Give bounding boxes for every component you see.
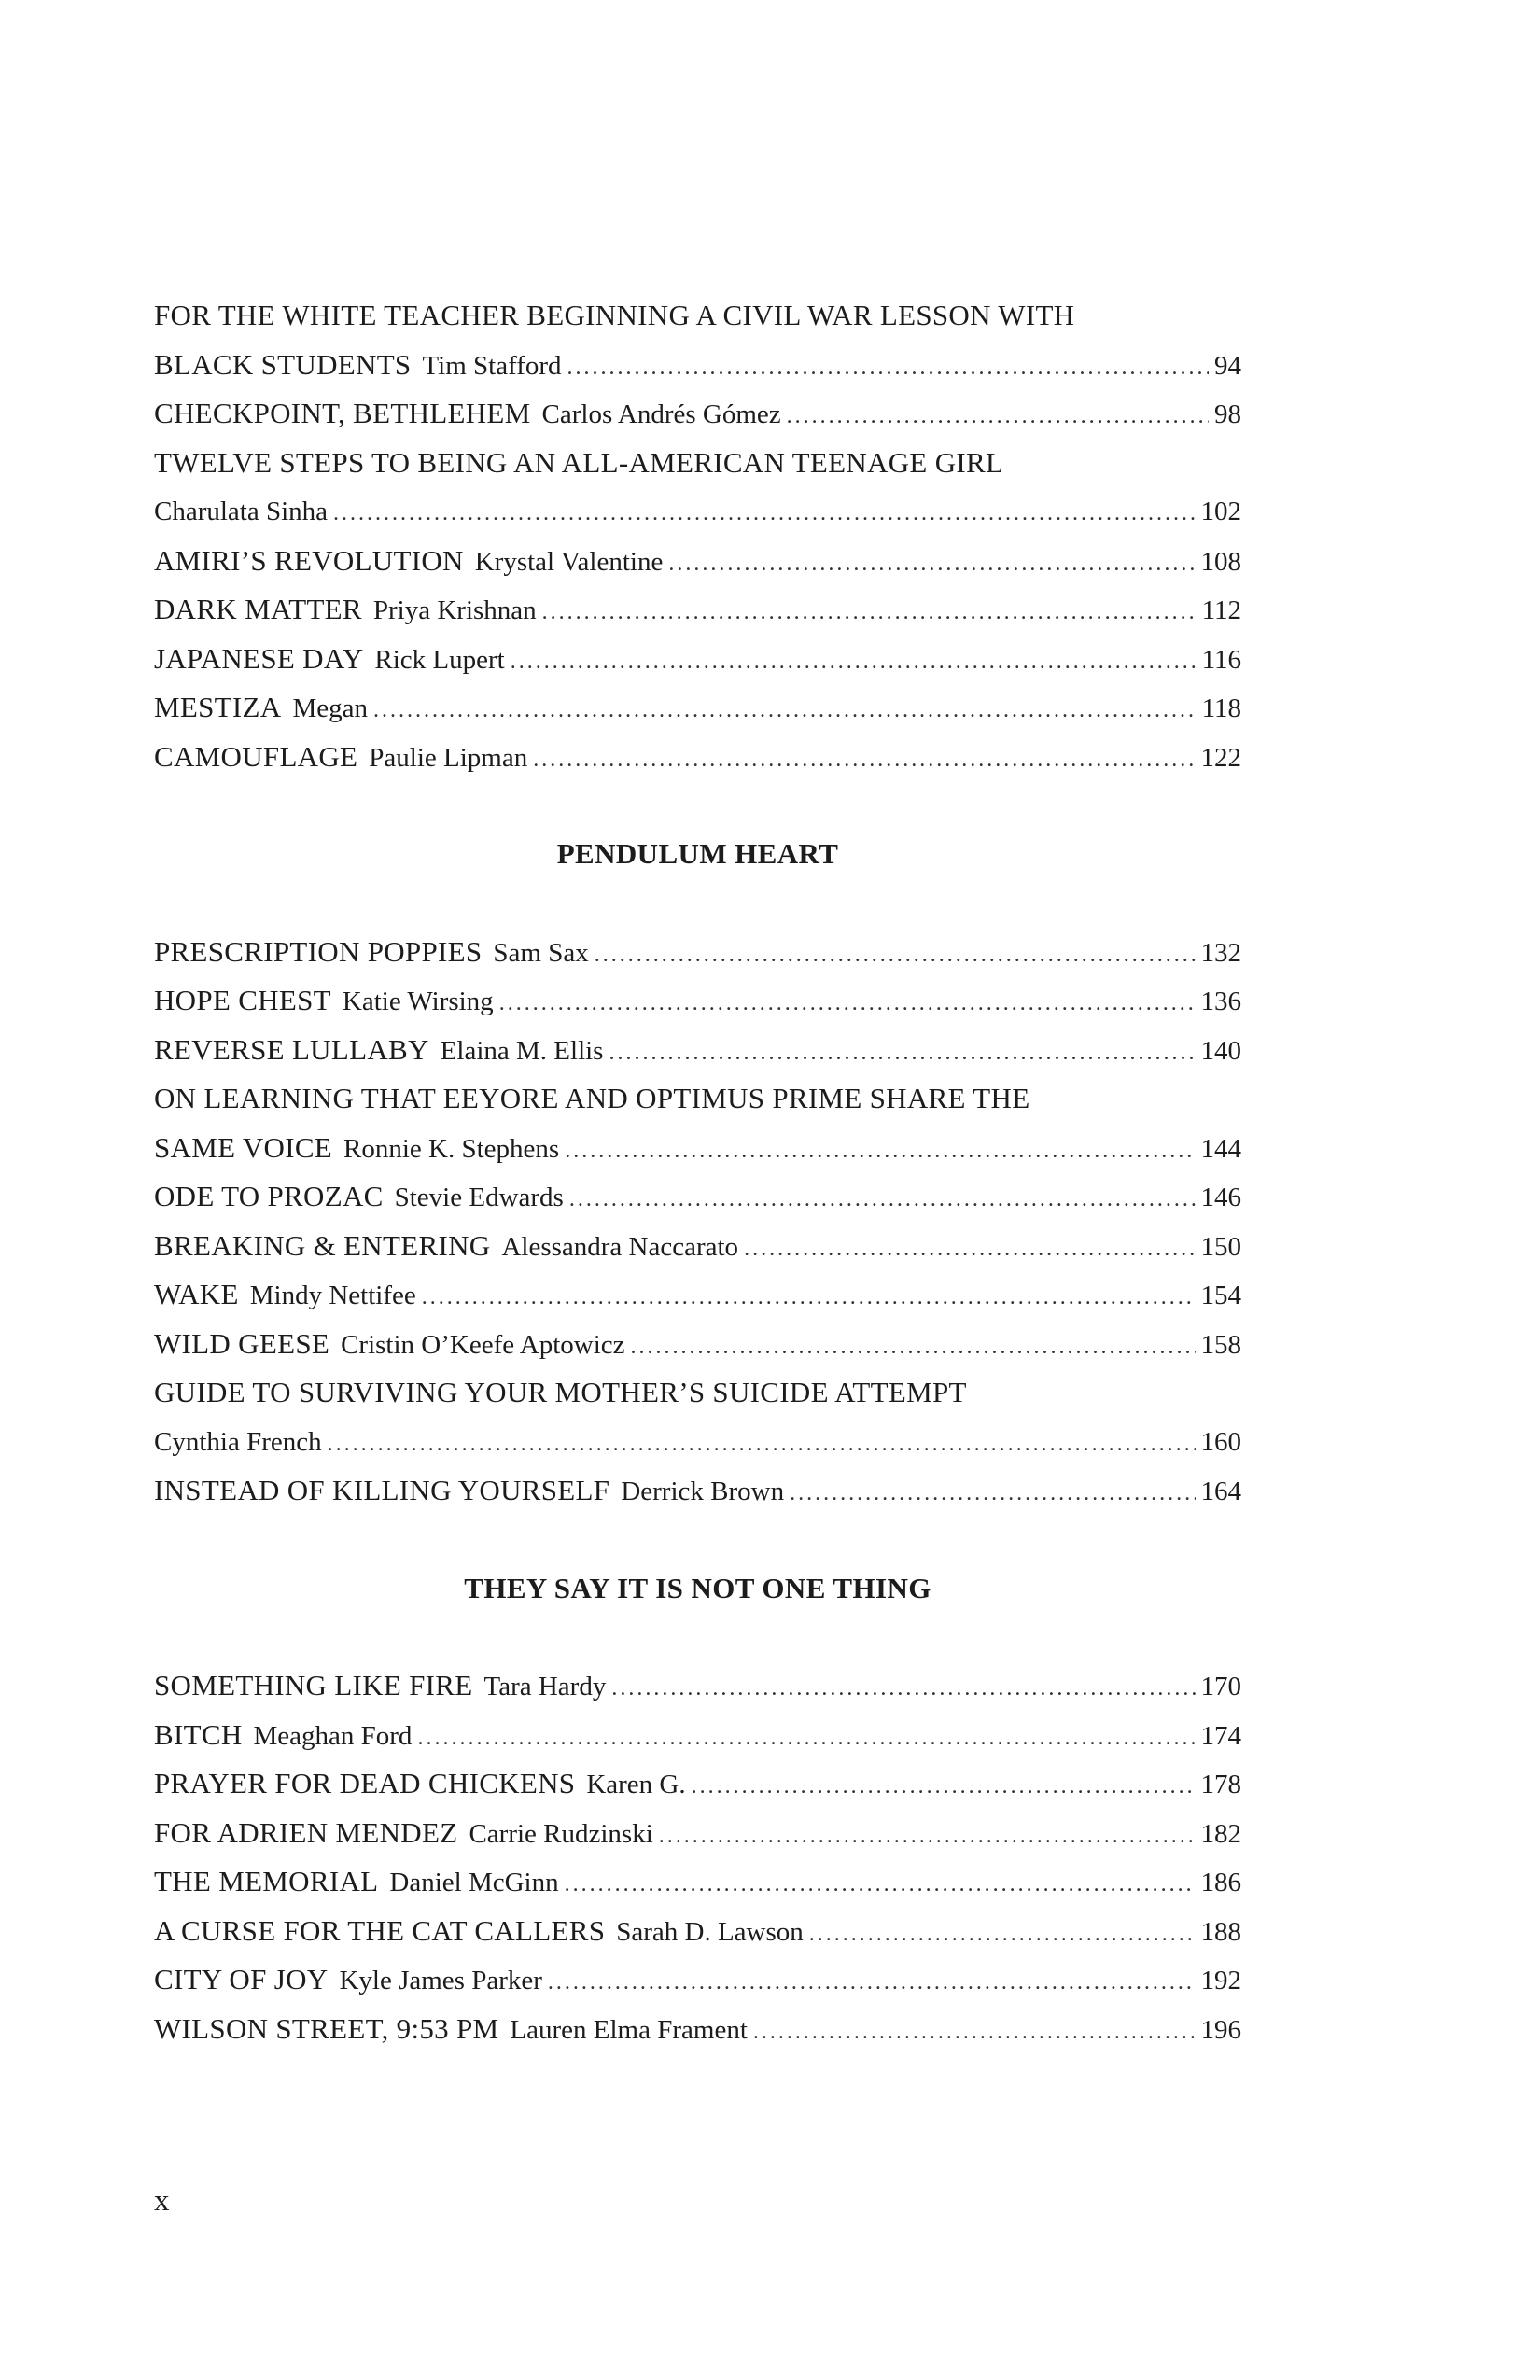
toc-line xyxy=(154,341,1241,390)
dot-leader xyxy=(565,1127,1195,1176)
toc-entry[interactable] xyxy=(154,1661,1241,1711)
table-of-contents xyxy=(154,291,1241,2053)
toc-line xyxy=(154,1711,1241,1760)
toc-entry[interactable] xyxy=(154,1907,1241,1956)
entry-author: Rick Lupert xyxy=(374,644,505,675)
toc-line xyxy=(154,1124,1241,1173)
toc-line xyxy=(154,1172,1241,1222)
entry-author: Karen G. xyxy=(586,1770,686,1799)
entry-author: Tim Stafford xyxy=(422,350,562,381)
entry-page-number: 178 xyxy=(1200,1770,1241,1799)
toc-entry[interactable] xyxy=(154,2005,1241,2054)
dot-leader xyxy=(809,1910,1196,1959)
entry-title: AMIRI’S REVOLUTION xyxy=(154,543,464,577)
toc-line xyxy=(154,635,1241,684)
toc-entry[interactable] xyxy=(154,537,1241,586)
dot-leader xyxy=(787,392,1209,441)
entry-page-number: 140 xyxy=(1200,1035,1241,1066)
entry-title: CAMOUFLAGE xyxy=(154,739,358,773)
toc-entry[interactable] xyxy=(154,1074,1241,1172)
toc-line xyxy=(154,1026,1241,1075)
entry-author: Paulie Lipman xyxy=(369,742,528,773)
toc-entry[interactable] xyxy=(154,1857,1241,1907)
entry-title: THE MEMORIAL xyxy=(154,1865,379,1897)
toc-entry[interactable] xyxy=(154,1809,1241,1858)
entry-page-number: 118 xyxy=(1201,693,1241,723)
entry-title: WILD GEESE xyxy=(154,1326,330,1360)
dot-leader xyxy=(417,1714,1195,1763)
entry-author: Megan xyxy=(292,693,368,723)
entry-page-number: 182 xyxy=(1200,1818,1241,1849)
entry-title: BLACK STUDENTS xyxy=(154,347,412,381)
toc-line xyxy=(154,976,1241,1026)
toc-line xyxy=(154,389,1241,439)
section-heading: PENDULUM HEART xyxy=(556,837,839,870)
dot-leader xyxy=(611,1664,1195,1714)
entry-title: WILSON STREET, 9:53 PM xyxy=(154,2011,499,2045)
entry-page-number: 108 xyxy=(1200,546,1241,577)
toc-line xyxy=(154,291,1241,341)
entry-page-number: 150 xyxy=(1200,1231,1241,1262)
dot-leader xyxy=(533,735,1195,785)
toc-entry[interactable] xyxy=(154,976,1241,1026)
toc-line xyxy=(154,439,1241,488)
page-number: x xyxy=(154,2184,170,2218)
toc-entry[interactable] xyxy=(154,733,1241,782)
entry-page-number: 196 xyxy=(1200,2014,1241,2045)
dot-leader xyxy=(333,489,1195,539)
dot-leader xyxy=(753,2008,1196,2057)
toc-entry[interactable] xyxy=(154,291,1241,389)
toc-line xyxy=(154,585,1241,635)
toc-section xyxy=(154,1564,1241,2054)
entry-page-number: 160 xyxy=(1200,1426,1241,1457)
entry-title: CHECKPOINT, BETHLEHEM xyxy=(154,397,531,429)
entry-title: TWELVE STEPS TO BEING AN ALL-AMERICAN TEENAGE GIRL xyxy=(154,445,1004,479)
entry-author: Alessandra Naccarato xyxy=(501,1231,739,1262)
entry-author: Elaina M. Ellis xyxy=(440,1035,604,1066)
entry-page-number: 170 xyxy=(1200,1672,1241,1701)
entry-page-number: 164 xyxy=(1200,1477,1241,1506)
entry-page-number: 186 xyxy=(1200,1868,1241,1897)
entry-page-number: 112 xyxy=(1201,595,1241,625)
entry-title: INSTEAD OF KILLING YOURSELF xyxy=(154,1474,610,1506)
toc-entry[interactable] xyxy=(154,1270,1241,1320)
toc-line xyxy=(154,2005,1241,2054)
toc-section xyxy=(154,291,1241,781)
dot-leader xyxy=(422,1273,1196,1323)
toc-line xyxy=(154,1320,1241,1369)
entry-author: Sam Sax xyxy=(493,937,589,968)
entry-author: Cynthia French xyxy=(154,1426,322,1457)
toc-entry[interactable] xyxy=(154,1026,1241,1075)
entry-author: Priya Krishnan xyxy=(372,595,537,625)
entry-page-number: 188 xyxy=(1200,1916,1241,1947)
entry-title: MESTIZA xyxy=(154,691,282,723)
entry-title: PRESCRIPTION POPPIES xyxy=(154,934,483,968)
entry-author: Daniel McGinn xyxy=(389,1868,559,1897)
toc-line xyxy=(154,487,1241,537)
toc-line xyxy=(154,1759,1241,1809)
entry-page-number: 94 xyxy=(1214,350,1241,381)
entry-title: HOPE CHEST xyxy=(154,984,331,1016)
entry-page-number: 132 xyxy=(1200,937,1241,968)
entry-page-number: 116 xyxy=(1201,644,1241,675)
entry-page-number: 174 xyxy=(1200,1720,1241,1751)
entry-page-number: 122 xyxy=(1200,742,1241,773)
entry-title: GUIDE TO SURVIVING YOUR MOTHER’S SUICIDE ATTEMPT xyxy=(154,1376,967,1408)
toc-line xyxy=(154,1466,1241,1516)
entry-page-number: 98 xyxy=(1214,399,1241,429)
toc-line xyxy=(154,1074,1241,1124)
toc-entry[interactable] xyxy=(154,1955,1241,2005)
toc-line xyxy=(154,1368,1241,1418)
section-heading: THEY SAY IT IS NOT ONE THING xyxy=(464,1571,931,1604)
dot-leader xyxy=(373,686,1197,735)
entry-title: WAKE xyxy=(154,1278,239,1310)
dot-leader xyxy=(790,1469,1195,1519)
entry-author: Kyle James Parker xyxy=(339,1966,542,1995)
entry-author: Cristin O’Keefe Aptowicz xyxy=(341,1329,625,1360)
dot-leader xyxy=(328,1420,1196,1469)
toc-entry[interactable] xyxy=(154,1172,1241,1222)
toc-entry[interactable] xyxy=(154,928,1241,977)
entry-author: Tara Hardy xyxy=(483,1672,607,1701)
toc-entry[interactable] xyxy=(154,1368,1241,1466)
entry-title: SAME VOICE xyxy=(154,1130,333,1164)
entry-title: FOR ADRIEN MENDEZ xyxy=(154,1815,458,1849)
dot-leader xyxy=(692,1762,1196,1812)
entry-page-number: 144 xyxy=(1200,1133,1241,1164)
entry-title: FOR THE WHITE TEACHER BEGINNING A CIVIL WAR LESSON WITH xyxy=(154,299,1075,331)
toc-entry[interactable] xyxy=(154,1320,1241,1369)
toc-line xyxy=(154,1661,1241,1711)
toc-entry[interactable] xyxy=(154,1759,1241,1809)
toc-entry[interactable] xyxy=(154,585,1241,635)
entry-title: BITCH xyxy=(154,1717,243,1751)
entry-author: Carrie Rudzinski xyxy=(469,1818,653,1849)
dot-leader xyxy=(511,637,1197,687)
dot-leader xyxy=(659,1812,1196,1861)
toc-entry[interactable] xyxy=(154,439,1241,537)
entry-page-number: 158 xyxy=(1200,1329,1241,1360)
entry-page-number: 102 xyxy=(1200,497,1241,526)
entry-title: DARK MATTER xyxy=(154,593,362,625)
toc-entry[interactable] xyxy=(154,1466,1241,1516)
toc-entry[interactable] xyxy=(154,683,1241,733)
toc-line xyxy=(154,733,1241,782)
entry-page-number: 136 xyxy=(1200,987,1241,1016)
toc-section xyxy=(154,830,1241,1516)
toc-entry[interactable] xyxy=(154,635,1241,684)
entry-author: Carlos Andrés Gómez xyxy=(541,399,781,429)
dot-leader xyxy=(668,539,1195,589)
entry-title: PRAYER FOR DEAD CHICKENS xyxy=(154,1767,576,1799)
entry-title: ODE TO PROZAC xyxy=(154,1180,384,1212)
toc-line xyxy=(154,683,1241,733)
entry-author: Charulata Sinha xyxy=(154,497,329,526)
toc-line xyxy=(154,1955,1241,2005)
toc-line xyxy=(154,928,1241,977)
toc-line xyxy=(154,1418,1241,1467)
entry-page-number: 146 xyxy=(1200,1183,1241,1212)
entry-title: A CURSE FOR THE CAT CALLERS xyxy=(154,1913,606,1947)
entry-author: Sarah D. Lawson xyxy=(616,1916,804,1947)
toc-line xyxy=(154,1270,1241,1320)
dot-leader xyxy=(631,1323,1196,1372)
dot-leader xyxy=(565,1860,1196,1910)
dot-leader xyxy=(499,979,1196,1029)
toc-line xyxy=(154,1809,1241,1858)
toc-line xyxy=(154,537,1241,586)
dot-leader xyxy=(569,1175,1196,1225)
toc-entry[interactable] xyxy=(154,1222,1241,1271)
entry-author: Lauren Elma Frament xyxy=(510,2014,748,2045)
entry-title: SOMETHING LIKE FIRE xyxy=(154,1669,473,1701)
entry-author: Mindy Nettifee xyxy=(249,1281,416,1310)
entry-title: ON LEARNING THAT EEYORE AND OPTIMUS PRIME SHARE THE xyxy=(154,1082,1030,1114)
toc-entry[interactable] xyxy=(154,389,1241,439)
entry-title: JAPANESE DAY xyxy=(154,641,364,675)
entry-title: CITY OF JOY xyxy=(154,1963,329,1995)
entry-author: Meaghan Ford xyxy=(253,1720,413,1751)
toc-entry[interactable] xyxy=(154,1711,1241,1760)
entry-author: Derrick Brown xyxy=(621,1477,785,1506)
dot-leader xyxy=(548,1958,1196,2008)
toc-line xyxy=(154,1222,1241,1271)
entry-title: BREAKING & ENTERING xyxy=(154,1228,491,1262)
entry-author: Stevie Edwards xyxy=(394,1183,564,1212)
toc-line xyxy=(154,1857,1241,1907)
entry-author: Katie Wirsing xyxy=(342,987,494,1016)
dot-leader xyxy=(542,588,1197,637)
entry-page-number: 192 xyxy=(1200,1966,1241,1995)
entry-author: Krystal Valentine xyxy=(474,546,664,577)
entry-title: REVERSE LULLABY xyxy=(154,1032,429,1066)
toc-line xyxy=(154,1907,1241,1956)
entry-author: Ronnie K. Stephens xyxy=(343,1133,560,1164)
dot-leader xyxy=(744,1225,1195,1274)
dot-leader xyxy=(595,931,1196,980)
entry-page-number: 154 xyxy=(1200,1281,1241,1310)
dot-leader xyxy=(567,343,1209,393)
dot-leader xyxy=(609,1029,1195,1078)
